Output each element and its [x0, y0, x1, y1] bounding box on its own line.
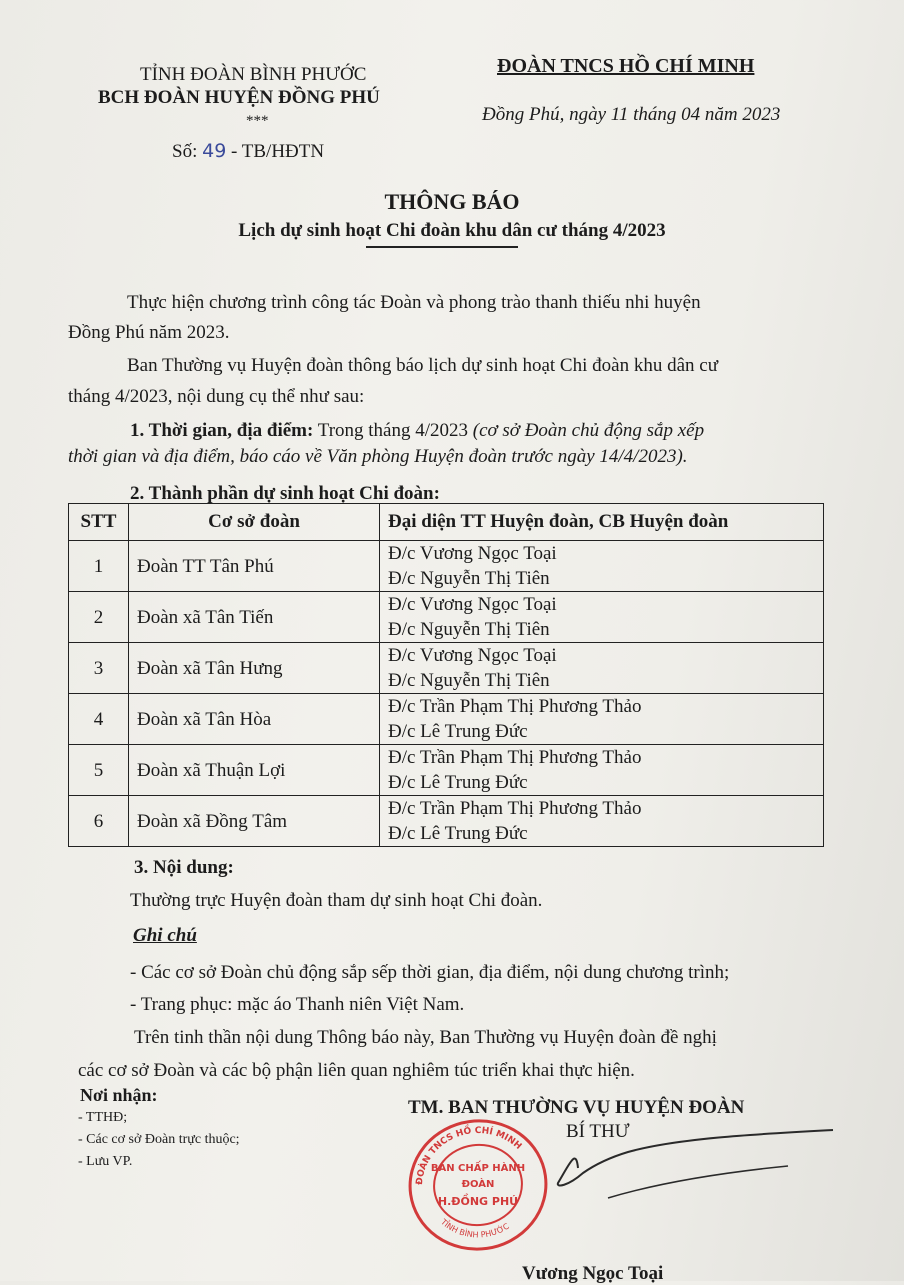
table-row [69, 694, 824, 745]
row-stt: 5 [69, 745, 129, 796]
closing-line2: các cơ sở Đoàn và các bộ phận liên quan nghiêm túc triển khai thực hiện. [78, 1060, 635, 1081]
rep-line2: Đ/c Nguyễn Thị Tiên [388, 619, 550, 640]
para1-line1: Thực hiện chương trình công tác Đoàn và phong trào thanh thiếu nhi huyện [127, 292, 701, 313]
official-seal [404, 1115, 552, 1253]
note-label: Ghi chú [133, 925, 197, 946]
rep-line2: Đ/c Lê Trung Đức [388, 721, 528, 742]
rep-line1: Đ/c Vương Ngọc Toại [388, 543, 557, 564]
para2-line2: tháng 4/2023, nội dung cụ thể như sau: [68, 386, 365, 407]
document-number [172, 140, 324, 163]
section1-label: 1. Thời gian, địa điểm: [130, 420, 314, 441]
union-name: ĐOÀN TNCS HỒ CHÍ MINH [497, 55, 755, 77]
district-org: BCH ĐOÀN HUYỆN ĐỒNG PHÚ [98, 87, 380, 108]
rep-line1: Đ/c Vương Ngọc Toại [388, 645, 557, 666]
row-org: Đoàn xã Tân Hưng [129, 643, 380, 694]
table-row [69, 796, 824, 847]
sign-org: TM. BAN THƯỜNG VỤ HUYỆN ĐOÀN [408, 1097, 745, 1118]
header-stt: STT [69, 504, 129, 541]
section1-text: Trong tháng 4/2023 [317, 420, 469, 441]
rep-line2: Đ/c Nguyễn Thị Tiên [388, 670, 550, 691]
rep-line2: Đ/c Nguyễn Thị Tiên [388, 568, 550, 589]
table-row [69, 541, 824, 592]
rep-line1: Đ/c Trần Phạm Thị Phương Thảo [388, 747, 642, 768]
row-rep [380, 796, 824, 847]
para1-line2: Đồng Phú năm 2023. [68, 322, 230, 343]
row-rep [380, 643, 824, 694]
section1-italic-2: thời gian và địa điểm, báo cáo về Văn phòng Huyện đoàn trước ngày 14/4/2023). [68, 446, 688, 467]
row-stt: 1 [69, 541, 129, 592]
rep-line2: Đ/c Lê Trung Đức [388, 772, 528, 793]
row-org: Đoàn xã Tân Hòa [129, 694, 380, 745]
subtitle-underline [366, 246, 518, 248]
signer-name: Vương Ngọc Toại [522, 1263, 664, 1284]
row-stt: 4 [69, 694, 129, 745]
date-line: Đồng Phú, ngày 11 tháng 04 năm 2023 [482, 104, 781, 125]
sign-title: BÍ THƯ [566, 1121, 630, 1142]
recipient-3: - Lưu VP. [78, 1154, 133, 1169]
row-rep [380, 592, 824, 643]
row-org: Đoàn xã Tân Tiến [129, 592, 380, 643]
row-rep [380, 541, 824, 592]
seal-ring-text: ĐOÀN TNCS HỒ CHÍ MINH [414, 1125, 524, 1186]
doc-title: THÔNG BÁO [384, 189, 520, 214]
table-row [69, 592, 824, 643]
seal-line2: ĐOÀN [461, 1179, 495, 1190]
rep-line1: Đ/c Trần Phạm Thị Phương Thảo [388, 696, 642, 717]
section3-label: 3. Nội dung: [134, 857, 234, 878]
handwritten-signature [548, 1128, 848, 1228]
recipient-1: - TTHĐ; [78, 1110, 128, 1125]
table-header-row [69, 504, 824, 541]
table-row [69, 643, 824, 694]
number-suffix: - TB/HĐTN [231, 141, 325, 162]
recipients-label: Nơi nhận: [80, 1085, 158, 1105]
row-stt: 2 [69, 592, 129, 643]
doc-subtitle: Lịch dự sinh hoạt Chi đoàn khu dân cư tháng 4/2023 [238, 220, 666, 241]
table-row [69, 745, 824, 796]
row-stt: 6 [69, 796, 129, 847]
seal-line1: BAN CHẤP HÀNH [430, 1163, 526, 1174]
province-org: TỈNH ĐOÀN BÌNH PHƯỚC [140, 64, 367, 85]
row-org: Đoàn xã Đồng Tâm [129, 796, 380, 847]
rep-line2: Đ/c Lê Trung Đức [388, 823, 528, 844]
number-prefix: Số: [172, 141, 198, 162]
section1-italic-1: (cơ sở Đoàn chủ động sắp xếp [472, 420, 705, 441]
note-item-1: - Các cơ sở Đoàn chủ động sắp sếp thời gian, địa điểm, nội dung chương trình; [130, 962, 730, 983]
seal-bottom-text: TỈNH BÌNH PHƯỚC [439, 1217, 511, 1240]
note-item-2: - Trang phục: mặc áo Thanh niên Việt Nam. [130, 994, 465, 1015]
para2-line1: Ban Thường vụ Huyện đoàn thông báo lịch dự sinh hoạt Chi đoàn khu dân cư [127, 355, 718, 376]
header-stars: *** [246, 113, 269, 129]
row-org: Đoàn xã Thuận Lợi [129, 745, 380, 796]
section2-label: 2. Thành phần dự sinh hoạt Chi đoàn: [130, 483, 440, 504]
section1-line1 [130, 420, 704, 442]
participants-table [68, 503, 824, 847]
seal-line3: H.ĐỒNG PHÚ [437, 1195, 519, 1208]
row-rep [380, 745, 824, 796]
section3-text: Thường trực Huyện đoàn tham dự sinh hoạt Chi đoàn. [130, 890, 543, 911]
rep-line1: Đ/c Trần Phạm Thị Phương Thảo [388, 798, 642, 819]
recipient-2: - Các cơ sở Đoàn trực thuộc; [78, 1132, 240, 1147]
closing-line1: Trên tinh thần nội dung Thông báo này, Ban Thường vụ Huyện đoàn đề nghị [134, 1027, 717, 1048]
number-handwritten: 49 [202, 140, 227, 162]
row-rep [380, 694, 824, 745]
row-org: Đoàn TT Tân Phú [129, 541, 380, 592]
row-stt: 3 [69, 643, 129, 694]
header-rep: Đại diện TT Huyện đoàn, CB Huyện đoàn [380, 504, 824, 541]
header-org: Cơ sở đoàn [129, 504, 380, 541]
rep-line1: Đ/c Vương Ngọc Toại [388, 594, 557, 615]
